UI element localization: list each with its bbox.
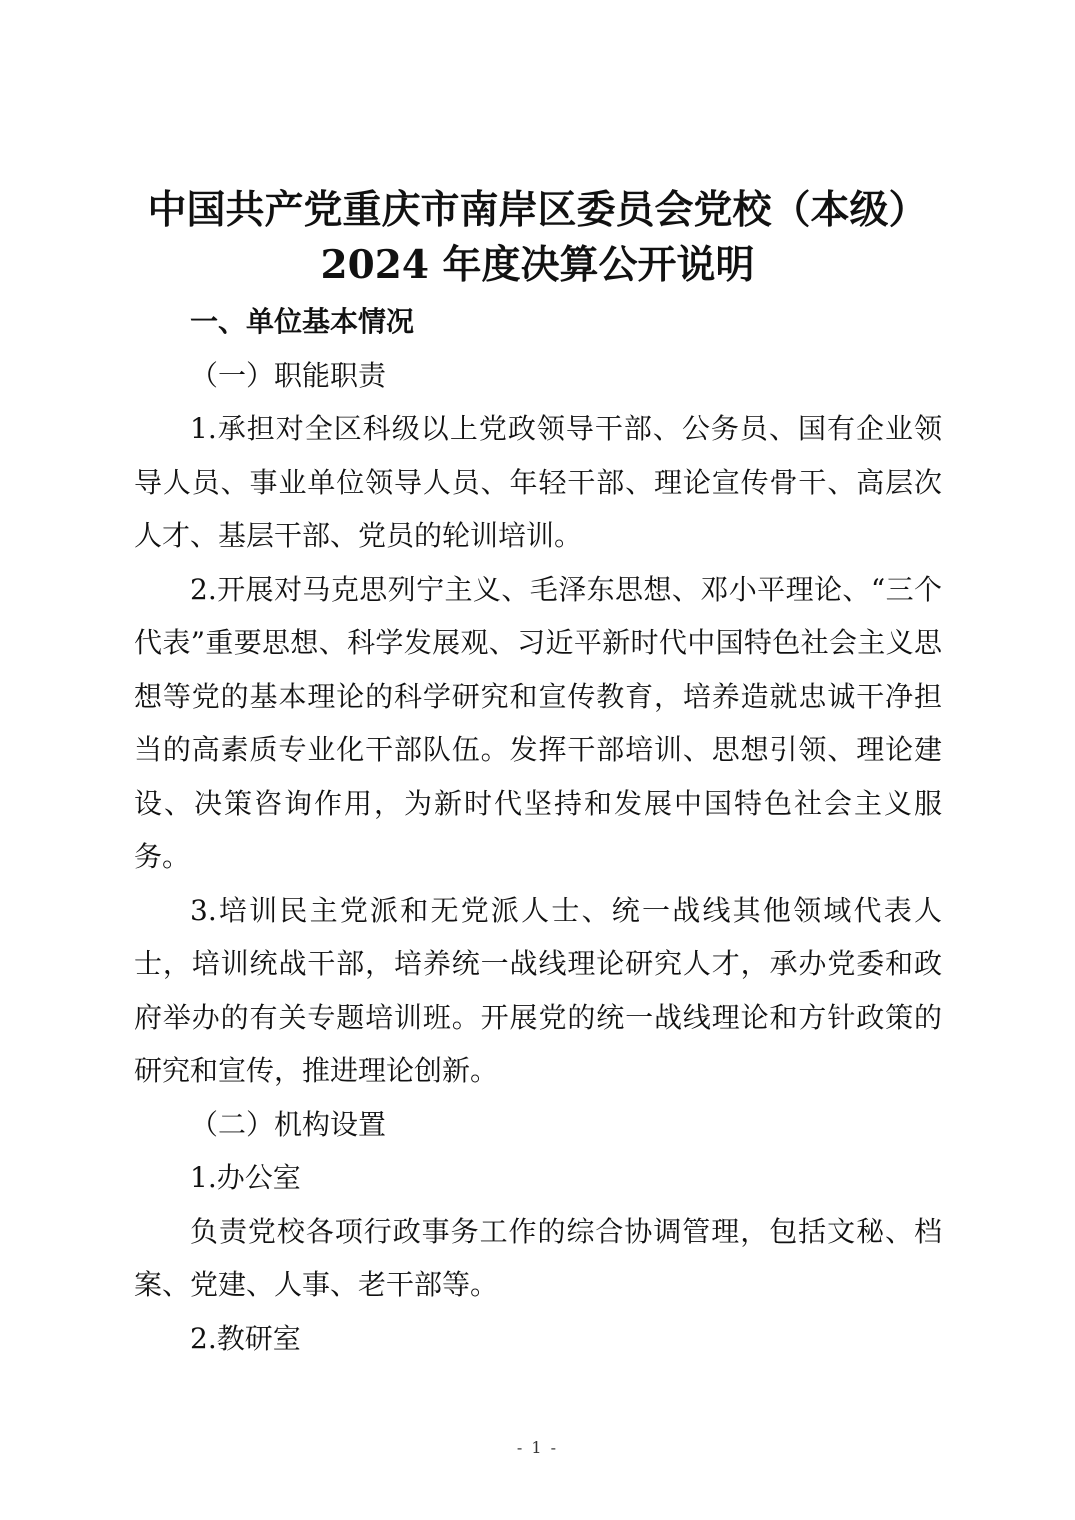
subsection-heading-duties: （一）职能职责 (190, 358, 387, 392)
org-item-office-description: 负责党校各项行政事务工作的综合协调管理，包括文秘、档案、党建、人事、老干部等。 (134, 1214, 942, 1301)
duty-paragraph-2: 2.开展对马克思列宁主义、毛泽东思想、邓小平理论、“三个代表”重要思想、科学发展观、习近平新时代中国特色社会主义思想等党的基本理论的科学研究和宣传教育，培养造就忠诚干净担当的高素质专业化干部队伍。发挥干部培训、思想引领、理论建设、决策咨询作用，为新时代坚持和发展中国特色社会主义服务。 (134, 572, 942, 873)
document-body (134, 295, 942, 1365)
org-item-office: 1.办公室 (190, 1161, 301, 1194)
subsection-heading-organization: （二）机构设置 (190, 1107, 387, 1141)
document-title-line2: 2024 年度决算公开说明 (320, 242, 755, 288)
duty-paragraph-1: 1.承担对全区科级以上党政领导干部、公务员、国有企业领导人员、事业单位领导人员、年轻干部、理论宣传骨干、高层次人才、基层干部、党员的轮训培训。 (134, 412, 942, 552)
duty-paragraph-3: 3.培训民主党派和无党派人士、统一战线其他领域代表人士，培训统战干部，培养统一战线理论研究人才，承办党委和政府举办的有关专题培训班。开展党的统一战线理论和方针政策的研究和宣传，推进理论创新。 (134, 893, 942, 1087)
org-item-research: 2.教研室 (190, 1321, 301, 1355)
page-number: - 1 - (516, 1438, 559, 1457)
section-heading-basic-info: 一、单位基本情况 (190, 305, 415, 338)
document-title-line1: 中国共产党重庆市南岸区委员会党校（本级） (147, 187, 928, 233)
